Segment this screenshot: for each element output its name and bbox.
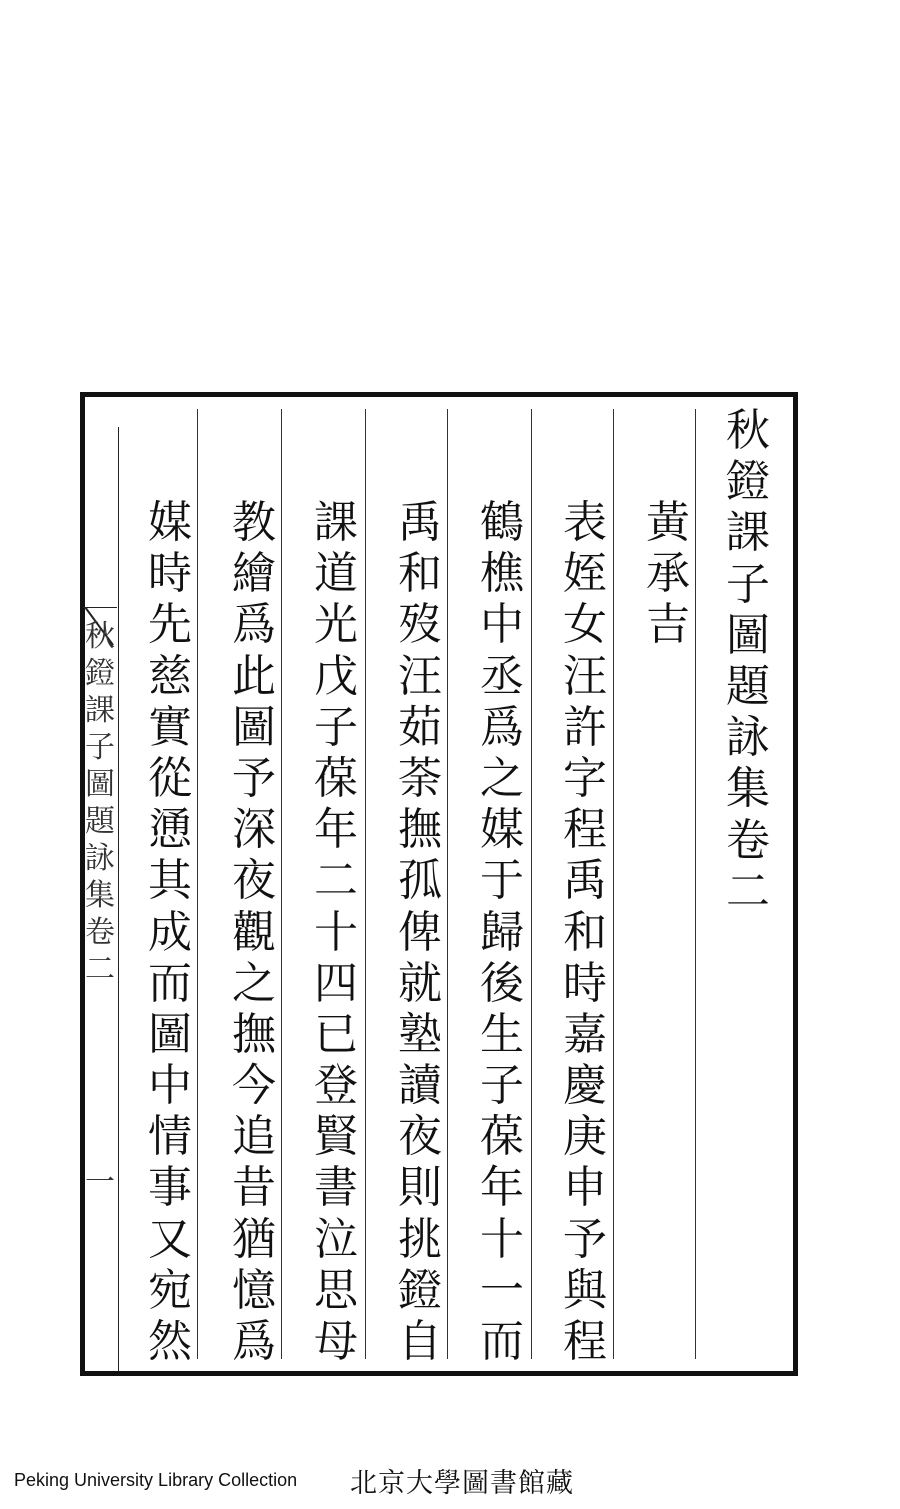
character: 慈 (148, 650, 192, 702)
character: 生 (480, 1008, 524, 1060)
character: 則 (398, 1162, 442, 1214)
character: 題 (726, 660, 770, 712)
character: 而 (480, 1316, 524, 1367)
character: 庚 (563, 1111, 607, 1163)
character: 歿 (398, 599, 442, 651)
character: 茹 (398, 701, 442, 753)
character: 慂 (148, 804, 192, 856)
character: 表 (563, 497, 607, 548)
character: 爲 (480, 701, 524, 753)
character: 爲 (232, 1316, 276, 1367)
character: 慶 (563, 1060, 607, 1112)
character: 登 (314, 1060, 358, 1112)
character: 于 (480, 855, 524, 907)
character: 嘉 (563, 1008, 607, 1060)
character: 宛 (148, 1264, 192, 1316)
character: 媒 (148, 497, 192, 548)
character: 集 (726, 763, 770, 815)
character: 又 (148, 1213, 192, 1265)
character: 詠 (726, 712, 770, 764)
character: 俾 (398, 906, 442, 958)
character: 已 (314, 1008, 358, 1060)
collection-label-zh: 北京大學圖書館藏 (350, 1468, 574, 1499)
character: 汪 (563, 650, 607, 702)
character: 課 (726, 507, 770, 559)
character: 中 (480, 599, 524, 651)
character: 成 (148, 906, 192, 958)
centre-page-number: 一 (85, 1165, 115, 1200)
centre-fold (83, 397, 117, 1371)
character: 圖 (85, 767, 115, 802)
centre-title (83, 619, 117, 992)
character: 爲 (232, 599, 276, 651)
character: 荼 (398, 752, 442, 804)
character: 之 (232, 957, 276, 1009)
character: 程 (563, 804, 607, 856)
character: 媒 (480, 804, 524, 856)
character: 道 (314, 548, 358, 600)
character: 子 (726, 558, 770, 610)
character: 追 (232, 1111, 276, 1163)
character: 然 (148, 1316, 192, 1367)
character: 承 (646, 548, 690, 600)
character: 子 (85, 730, 115, 765)
character: 予 (563, 1213, 607, 1265)
character: 與 (563, 1264, 607, 1316)
character: 母 (314, 1316, 358, 1367)
character: 情 (148, 1111, 192, 1163)
character: 課 (85, 693, 115, 728)
character: 讀 (398, 1060, 442, 1112)
character: 後 (480, 957, 524, 1009)
character: 黃 (646, 497, 690, 548)
character: 時 (148, 548, 192, 600)
character: 昔 (232, 1162, 276, 1214)
character: 思 (314, 1264, 358, 1316)
collection-label-en: Peking University Library Collection (14, 1470, 298, 1490)
character: 夜 (398, 1111, 442, 1163)
character: 光 (314, 599, 358, 651)
character: 二 (314, 855, 358, 907)
text-column-4 (301, 497, 371, 1371)
character: 觀 (232, 906, 276, 958)
character: 子 (314, 701, 358, 753)
character: 葆 (314, 752, 358, 804)
author-name (633, 497, 703, 655)
footer (0, 1460, 900, 1500)
character: 申 (563, 1162, 607, 1214)
character: 先 (148, 599, 192, 651)
text-column-3 (385, 497, 455, 1371)
character: 十 (314, 906, 358, 958)
character: 吉 (646, 599, 690, 651)
character: 丞 (480, 650, 524, 702)
character: 憶 (232, 1264, 276, 1316)
character: 中 (148, 1060, 192, 1112)
character: 孤 (398, 855, 442, 907)
character: 字 (563, 752, 607, 804)
character: 繪 (232, 548, 276, 600)
character: 卷 (85, 915, 115, 950)
character: 時 (563, 957, 607, 1009)
character: 就 (398, 957, 442, 1009)
character: 集 (85, 878, 115, 913)
character: 程 (563, 1316, 607, 1367)
character: 猶 (232, 1213, 276, 1265)
character: 秋 (726, 405, 770, 456)
character: 從 (148, 752, 192, 804)
character: 教 (232, 497, 276, 548)
character: 和 (398, 548, 442, 600)
character: 此 (232, 650, 276, 702)
character: 夜 (232, 855, 276, 907)
character: 和 (563, 906, 607, 958)
character: 圖 (726, 609, 770, 661)
character: 年 (480, 1162, 524, 1214)
character: 而 (148, 957, 192, 1009)
character: 汪 (398, 650, 442, 702)
character: 詠 (85, 841, 115, 876)
character: 圖 (232, 701, 276, 753)
character: 秋 (85, 619, 115, 654)
character: 鶴 (480, 497, 524, 548)
character: 女 (563, 599, 607, 651)
character: 泣 (314, 1213, 358, 1265)
character: 年 (314, 804, 358, 856)
character: 塾 (398, 1008, 442, 1060)
text-column-1 (550, 497, 620, 1371)
character: 撫 (398, 804, 442, 856)
character: 深 (232, 804, 276, 856)
character: 十 (480, 1213, 524, 1265)
text-column-2 (467, 497, 537, 1371)
character: 之 (480, 752, 524, 804)
inner-left-rule (118, 427, 119, 1371)
character: 許 (563, 701, 607, 753)
character: 卷 (726, 814, 770, 866)
character: 二 (85, 952, 115, 987)
page-frame (80, 392, 798, 1376)
character: 子 (480, 1060, 524, 1112)
character: 圖 (148, 1008, 192, 1060)
text-column-5 (219, 497, 289, 1371)
character: 其 (148, 855, 192, 907)
character: 自 (398, 1316, 442, 1367)
character: 實 (148, 701, 192, 753)
character: 姪 (563, 548, 607, 600)
character: 鐙 (726, 456, 770, 508)
character: 一 (480, 1264, 524, 1316)
character: 今 (232, 1060, 276, 1112)
text-column-6 (135, 497, 205, 1371)
character: 予 (232, 752, 276, 804)
character: 鐙 (85, 656, 115, 691)
character: 二 (726, 865, 770, 917)
character: 四 (314, 957, 358, 1009)
character: 禹 (563, 855, 607, 907)
character: 樵 (480, 548, 524, 600)
character: 歸 (480, 906, 524, 958)
character: 葆 (480, 1111, 524, 1163)
character: 挑 (398, 1213, 442, 1265)
character: 題 (85, 804, 115, 839)
character: 禹 (398, 497, 442, 548)
character: 書 (314, 1162, 358, 1214)
character: 賢 (314, 1111, 358, 1163)
book-title (713, 405, 783, 921)
character: 鐙 (398, 1264, 442, 1316)
character: 課 (314, 497, 358, 548)
character: 戊 (314, 650, 358, 702)
character: 撫 (232, 1008, 276, 1060)
character: 事 (148, 1162, 192, 1214)
